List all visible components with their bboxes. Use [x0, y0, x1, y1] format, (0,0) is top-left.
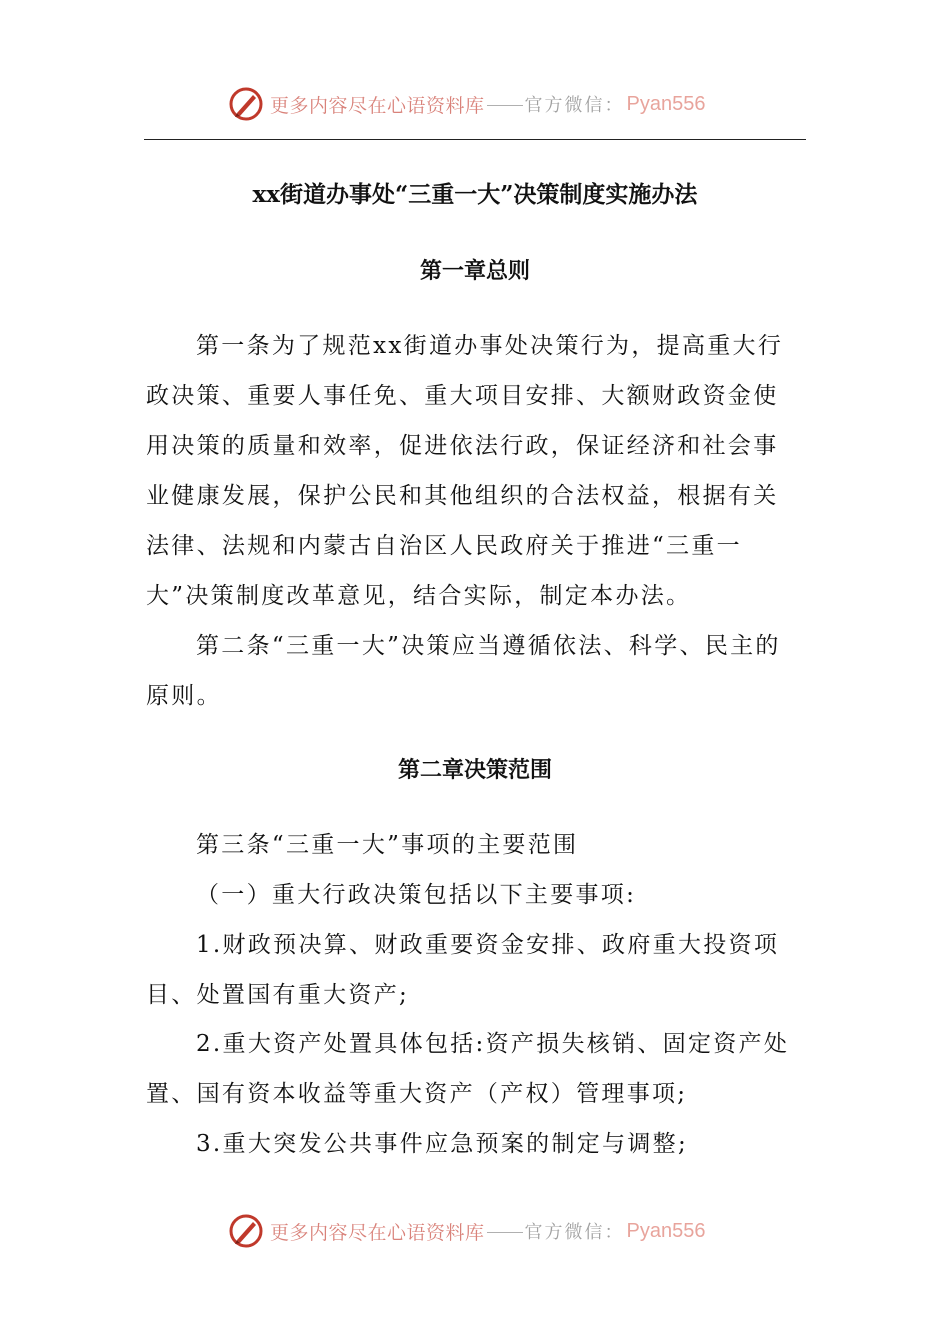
wechat-id: Pyan556 — [626, 1219, 706, 1242]
header-divider — [144, 139, 806, 140]
wechat-id: Pyan556 — [626, 92, 706, 115]
footer-banner — [228, 1211, 705, 1251]
article-paragraph: 第二条“三重一大”决策应当遵循依法、科学、民主的原则。 — [146, 633, 781, 709]
header-banner — [228, 84, 705, 124]
chapter-heading: 第一章总则 — [419, 258, 530, 284]
promo-text: 更多内容尽在心语资料库 — [270, 94, 485, 117]
wechat-label: 官方微信： — [524, 1222, 625, 1243]
article-paragraph: （一）重大行政决策包括以下主要事项: — [196, 882, 637, 908]
document-title: xx街道办事处“三重一大”决策制度实施办法 — [252, 181, 698, 208]
list-item-paragraph: 1.财政预决算、财政重要资金安排、政府重大投资项目、处置国有重大资产; — [146, 932, 780, 1008]
wechat-label: 官方微信： — [524, 95, 625, 116]
article-paragraph: 第三条“三重一大”事项的主要范围 — [196, 832, 579, 858]
banner-dash — [487, 105, 523, 106]
pen-logo-icon — [228, 86, 264, 122]
list-item-paragraph: 2.重大资产处置具体包括:资产损失核销、固定资产处置、国有资本收益等重大资产（产权）管理事项; — [146, 1031, 790, 1107]
pen-logo-icon — [228, 1213, 264, 1249]
list-item-paragraph: 3.重大突发公共事件应急预案的制定与调整; — [196, 1131, 688, 1157]
promo-text: 更多内容尽在心语资料库 — [270, 1221, 485, 1244]
chapter-heading: 第二章决策范围 — [397, 757, 552, 783]
banner-dash — [487, 1232, 523, 1233]
article-paragraph: 第一条为了规范xx街道办事处决策行为，提高重大行政决策、重要人事任免、重大项目安排、大额财政资金使用决策的质量和效率，促进依法行政，保证经济和社会事业健康发展，保护公民和其他组织的合法权益，根据有关法律、法规和内蒙古自治区人民政府关于推进“三重一大”决策制度改革意见，结合实际，制定本办法。 — [146, 333, 784, 609]
